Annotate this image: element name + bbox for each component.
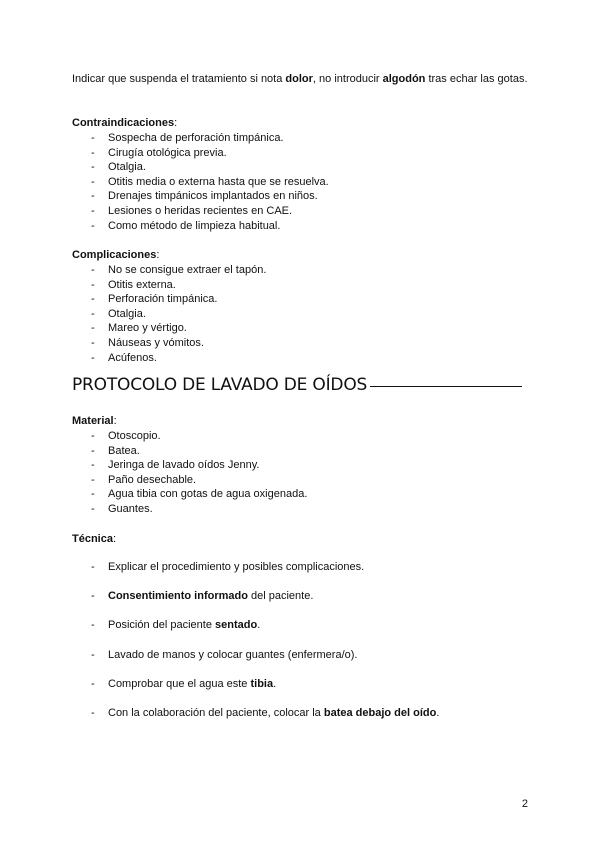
- contraindications-list: [72, 131, 528, 233]
- item-text: .: [436, 706, 440, 719]
- intro-text-2: , no introducir: [312, 73, 383, 85]
- material-list: [72, 429, 528, 517]
- complications-list: [72, 263, 528, 365]
- list-item: - Cirugía otológica previa.: [72, 146, 528, 161]
- list-item: - Guantes.: [72, 502, 528, 517]
- list-item: - Otitis media o externa hasta que se resuelva.: [72, 175, 528, 190]
- list-item: - Como método de limpieza habitual.: [72, 219, 528, 234]
- contraindications-label: Contraindicaciones:: [72, 117, 178, 129]
- complications-label: Complicaciones:: [72, 249, 160, 261]
- list-item: - Otitis externa.: [72, 278, 528, 293]
- technique-list: [72, 560, 528, 735]
- list-item: - Náuseas y vómitos.: [72, 336, 528, 351]
- list-item: - Agua tibia con gotas de agua oxigenada.: [72, 487, 528, 502]
- list-item: [72, 589, 528, 618]
- intro-text-3: tras echar las gotas.: [425, 73, 528, 85]
- heading-rule: [370, 386, 522, 388]
- list-item: - Otalgia.: [72, 307, 528, 322]
- list-item: - Jeringa de lavado oídos Jenny.: [72, 458, 528, 473]
- technique-label: Técnica:: [72, 533, 117, 545]
- material-title: Material: [72, 415, 114, 427]
- intro-bold-algodon: algodón: [382, 73, 426, 85]
- list-item: - Batea.: [72, 444, 528, 459]
- material-label: Material:: [72, 415, 117, 427]
- section-heading: [72, 375, 522, 395]
- protocol-heading-text: PROTOCOLO DE LAVADO DE OÍDOS: [72, 375, 368, 395]
- intro-text-1: Indicar que suspenda el tratamiento si nota: [72, 73, 286, 85]
- list-item: - Lesiones o heridas recientes en CAE.: [72, 204, 528, 219]
- item-text: Posición del paciente: [108, 619, 216, 632]
- list-item: - Otoscopio.: [72, 429, 528, 444]
- list-item: [72, 618, 528, 647]
- item-text: del paciente.: [247, 590, 314, 603]
- list-item: - Sospecha de perforación timpánica.: [72, 131, 528, 146]
- item-text: .: [273, 677, 277, 690]
- list-item: - Mareo y vértigo.: [72, 321, 528, 336]
- item-text: .: [257, 619, 261, 632]
- technique-title: Técnica: [72, 533, 113, 545]
- list-item: [72, 706, 528, 735]
- list-item: - Perforación timpánica.: [72, 292, 528, 307]
- contraindications-title: Contraindicaciones: [72, 117, 175, 129]
- list-item: - Acúfenos.: [72, 351, 528, 366]
- list-item: - Otalgia.: [72, 160, 528, 175]
- item-bold: tibia: [250, 677, 274, 690]
- item-text: Lavado de manos y colocar guantes (enfermera/o).: [108, 648, 358, 661]
- list-item: - No se consigue extraer el tapón.: [72, 263, 528, 278]
- list-item: [72, 560, 528, 589]
- list-item: [72, 648, 528, 677]
- intro-paragraph: [72, 72, 528, 87]
- list-item: - Drenajes timpánicos implantados en niños.: [72, 189, 528, 204]
- item-bold: Consentimiento informado: [108, 590, 248, 603]
- item-bold: sentado: [215, 619, 258, 632]
- item-text: Comprobar que el agua este: [108, 677, 251, 690]
- item-text: Con la colaboración del paciente, colocar la: [108, 706, 324, 719]
- complications-title: Complicaciones: [72, 249, 157, 261]
- intro-bold-dolor: dolor: [285, 73, 313, 85]
- item-bold: batea debajo del oído: [323, 706, 437, 719]
- list-item: [72, 677, 528, 706]
- list-item: - Paño desechable.: [72, 473, 528, 488]
- item-text: Explicar el procedimiento y posibles complicaciones.: [108, 561, 365, 573]
- page-number: 2: [521, 798, 528, 810]
